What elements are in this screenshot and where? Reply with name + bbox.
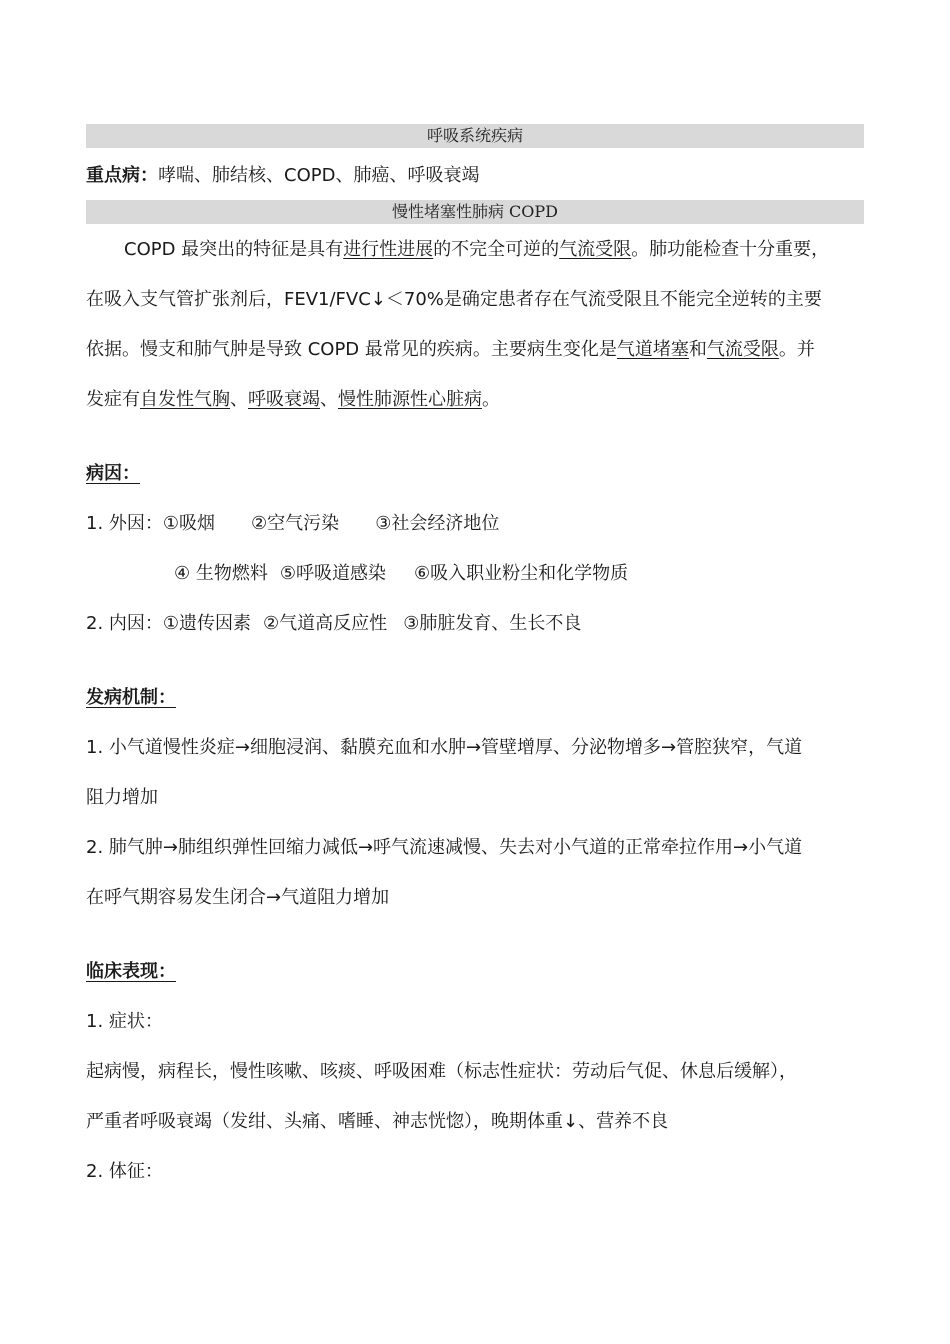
etiology-heading: 病因： [86,463,140,484]
intro-underline: 慢性肺源性心脏病 [338,389,482,410]
etiology-item: ①遗传因素 [162,613,252,634]
etiology-item: ⑥吸入职业粉尘和化学物质 [414,563,629,584]
copd-title: 慢性堵塞性肺病 COPD [391,202,559,221]
intro-underline: 气流受限 [706,339,779,360]
clinical-heading: 临床表现： [86,961,176,982]
etiology-item: ④ 生物燃料 [174,563,268,584]
etiology-item: ③肺脏发育、生长不良 [403,613,582,634]
intro-line-1 [124,238,829,262]
mechanism-2a: 2. 肺气肿→肺组织弹性回缩力减低→呼气流速减慢、失去对小气道的正常牵拉作用→小气道 [86,837,803,858]
intro-line-2 [86,288,822,312]
key-diseases-text: 哮喘、肺结核、COPD、肺癌、呼吸衰竭 [158,165,480,186]
symptoms-text-2: 严重者呼吸衰竭（发绀、头痛、嗜睡、神志恍惚），晚期体重↓、营养不良 [86,1111,669,1132]
etiology-item: ③社会经济地位 [375,513,500,534]
intro-text: COPD 最突出的特征是具有 [124,239,344,260]
section-title: 呼吸系统疾病 [426,126,523,145]
section-title-bar [86,124,864,148]
etiology-external-line-2 [174,562,628,586]
intro-text: 。肺功能检查十分重要， [631,239,830,260]
symptoms-label: 1. 症状： [86,1011,163,1032]
intro-text: 。并 [778,339,815,360]
key-diseases-line [86,164,479,188]
symptoms-text-1: 起病慢，病程长，慢性咳嗽、咳痰、呼吸困难（标志性症状：劳动后气促、休息后缓解）， [86,1061,797,1082]
intro-line-3 [86,338,815,362]
intro-underline: 自发性气胸 [140,389,230,410]
mechanism-2b: 在呼气期容易发生闭合→气道阻力增加 [86,887,390,908]
mechanism-1b: 阻力增加 [86,787,158,808]
intro-line-4 [86,388,500,412]
intro-underline: 气道堵塞 [616,339,689,360]
etiology-item: ①吸烟 [162,513,216,534]
copd-title-bar [86,200,864,224]
etiology-internal-line [86,612,581,636]
etiology-external-line-1 [86,512,499,536]
etiology-item: ⑤呼吸道感染 [279,563,386,584]
intro-underline: 呼吸衰竭 [248,389,320,410]
etiology-internal-label: 2. 内因： [86,613,163,634]
signs-label: 2. 体征： [86,1161,163,1182]
key-diseases-label: 重点病： [86,165,158,186]
intro-text: 、 [230,389,248,410]
etiology-item: ②空气污染 [251,513,340,534]
etiology-item: ②气道高反应性 [263,613,388,634]
intro-underline: 进行性进展 [343,239,434,260]
intro-text: 的不完全可逆的 [433,239,560,260]
intro-text: 。 [482,389,500,410]
intro-text: 在吸入支气管扩张剂后，FEV1/FVC↓＜70%是确定患者存在气流受限且不能完全逆转的主要 [86,289,822,310]
mechanism-1a: 1. 小气道慢性炎症→细胞浸润、黏膜充血和水肿→管壁增厚、分泌物增多→管腔狭窄，气道 [86,737,803,758]
etiology-external-label: 1. 外因： [86,513,163,534]
intro-text: 发症有 [86,389,140,410]
intro-text: 和 [688,339,707,360]
intro-underline: 气流受限 [559,239,632,260]
intro-text: 、 [320,389,338,410]
mechanism-heading: 发病机制： [86,687,176,708]
intro-text: 依据。慢支和肺气肿是导致 COPD 最常见的疾病。主要病生变化是 [86,339,617,360]
